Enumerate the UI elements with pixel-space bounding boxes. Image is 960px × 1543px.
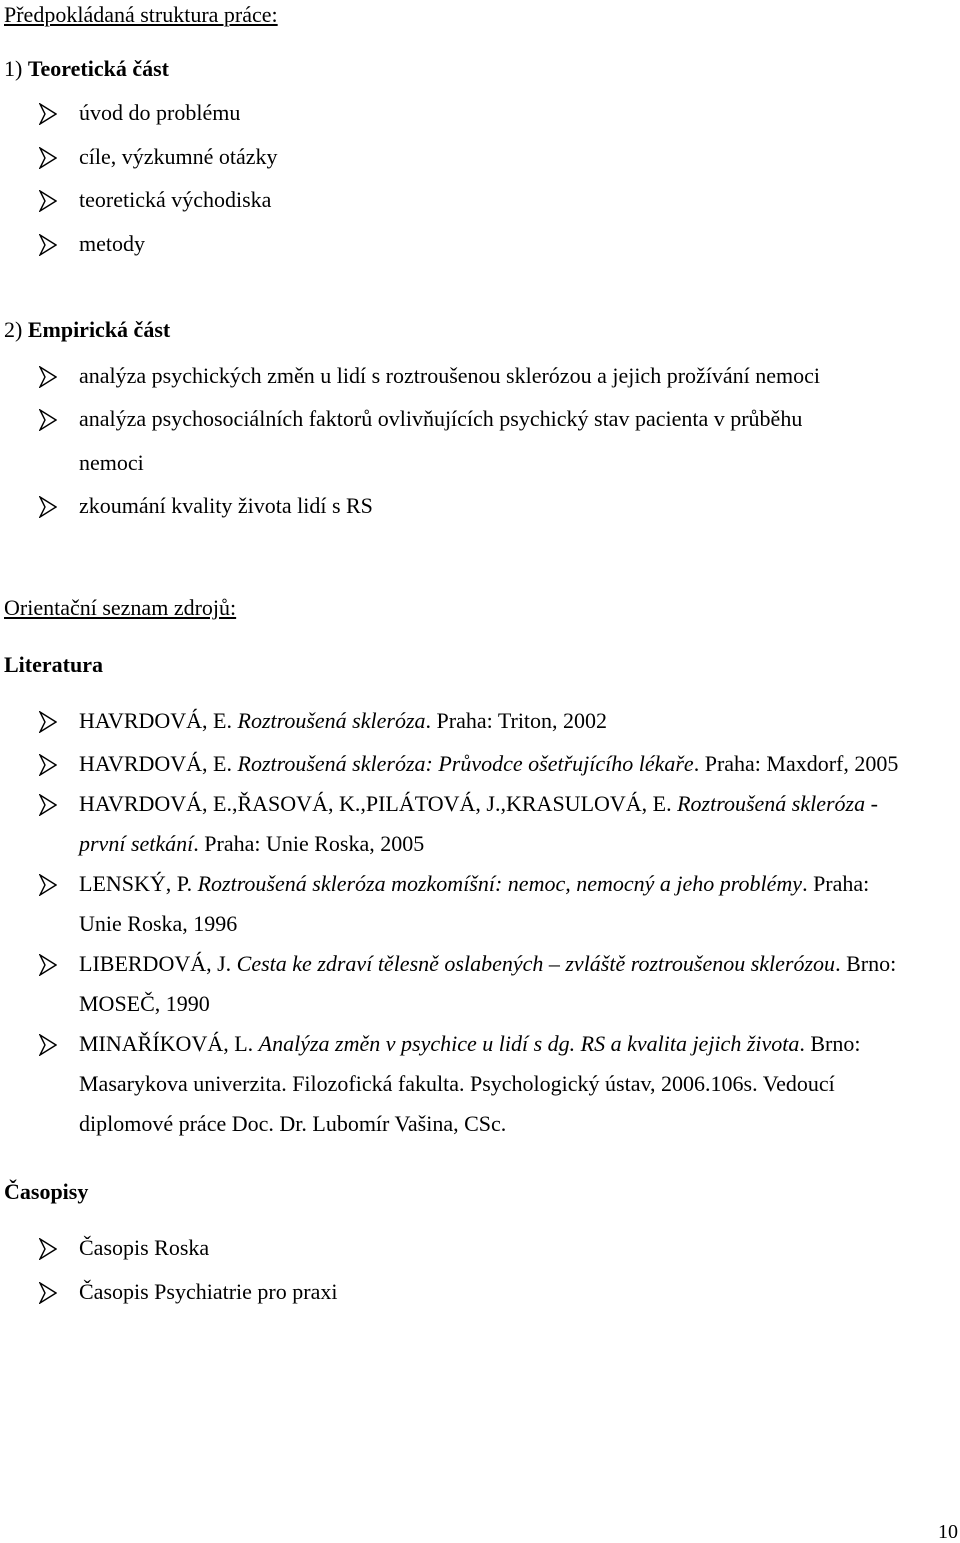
reference-title: Roztroušená skleróza - [677,791,878,816]
arrowhead-bullet-icon [39,409,57,431]
reference-continuation [79,831,424,857]
reference-item [79,708,607,734]
reference-item [79,951,896,977]
reference-author: LENSKÝ, P. [79,871,198,896]
arrowhead-bullet-icon [39,794,57,816]
reference-title: Analýza změn v psychice u lidí s dg. RS a kvalita jejich života [258,1031,800,1056]
journal-item: Časopis Psychiatrie pro praxi [79,1279,338,1304]
list-item: analýza psychických změn u lidí s roztroušenou sklerózou a jejich prožívání nemoci [79,363,821,388]
reference-continuation: Masarykova univerzita. Filozofická fakulta. Psychologický ústav, 2006.106s. Vedoucí [79,1071,835,1096]
arrowhead-bullet-icon [39,954,57,976]
arrowhead-bullet-icon [39,711,57,733]
section-heading-theoretical [4,56,169,82]
reference-author: HAVRDOVÁ, E. [79,708,238,733]
list-item-continuation: nemoci [79,450,144,475]
reference-author: HAVRDOVÁ, E. [79,751,238,776]
page-number: 10 [938,1521,958,1543]
literature-heading: Literatura [4,652,103,677]
section-heading-empirical [4,317,170,343]
structure-title: Předpokládaná struktura práce: [4,2,278,27]
reference-item [79,751,898,777]
section-number: 2) [4,317,23,342]
reference-publisher: . Praha: Maxdorf, 2005 [693,751,899,776]
arrowhead-bullet-icon [39,754,57,776]
reference-author: LIBERDOVÁ, J. [79,951,237,976]
arrowhead-bullet-icon [39,366,57,388]
reference-item [79,1031,861,1057]
list-item: cíle, výzkumné otázky [79,144,278,169]
reference-item [79,791,878,817]
sources-title: Orientační seznam zdrojů: [4,595,237,620]
reference-author: MINAŘÍKOVÁ, L. [79,1031,259,1056]
reference-publisher: . Praha: [802,871,870,896]
journals-heading: Časopisy [4,1179,89,1204]
reference-continuation: MOSEČ, 1990 [79,991,210,1016]
reference-publisher: . Praha: Triton, 2002 [425,708,608,733]
list-item: úvod do problému [79,100,241,125]
arrowhead-bullet-icon [39,147,57,169]
reference-title: Roztroušená skleróza mozkomíšní: nemoc, nemocný a jeho problémy [197,871,803,896]
arrowhead-bullet-icon [39,1034,57,1056]
reference-title: Roztroušená skleróza: Průvodce ošetřujícího lékaře [237,751,694,776]
arrowhead-bullet-icon [39,1282,57,1304]
journal-item: Časopis Roska [79,1235,210,1260]
list-item: analýza psychosociálních faktorů ovlivňujících psychický stav pacienta v průběhu [79,406,803,431]
arrowhead-bullet-icon [39,496,57,518]
reference-continuation: Unie Roska, 1996 [79,911,238,936]
list-item: metody [79,231,145,256]
reference-title: Cesta ke zdraví tělesně oslabených – zvláště roztroušenou sklerózou [236,951,836,976]
section-number: 1) [4,56,23,81]
reference-title: Roztroušená skleróza [237,708,426,733]
arrowhead-bullet-icon [39,103,57,125]
arrowhead-bullet-icon [39,234,57,256]
arrowhead-bullet-icon [39,190,57,212]
reference-continuation: diplomové práce Doc. Dr. Lubomír Vašina, CSc. [79,1111,507,1136]
list-item: zkoumání kvality života lidí s RS [79,493,373,518]
list-item: teoretická východiska [79,187,272,212]
reference-title-cont: první setkání [79,831,194,856]
reference-item [79,871,869,897]
reference-publisher: . Brno: [835,951,897,976]
reference-author: HAVRDOVÁ, E.,ŘASOVÁ, K.,PILÁTOVÁ, J.,KRASULOVÁ, E. [79,791,678,816]
arrowhead-bullet-icon [39,1238,57,1260]
reference-publisher: . Brno: [799,1031,861,1056]
arrowhead-bullet-icon [39,874,57,896]
section-title: Empirická část [27,317,171,342]
reference-publisher: . Praha: Unie Roska, 2005 [193,831,425,856]
section-title: Teoretická část [27,56,169,81]
